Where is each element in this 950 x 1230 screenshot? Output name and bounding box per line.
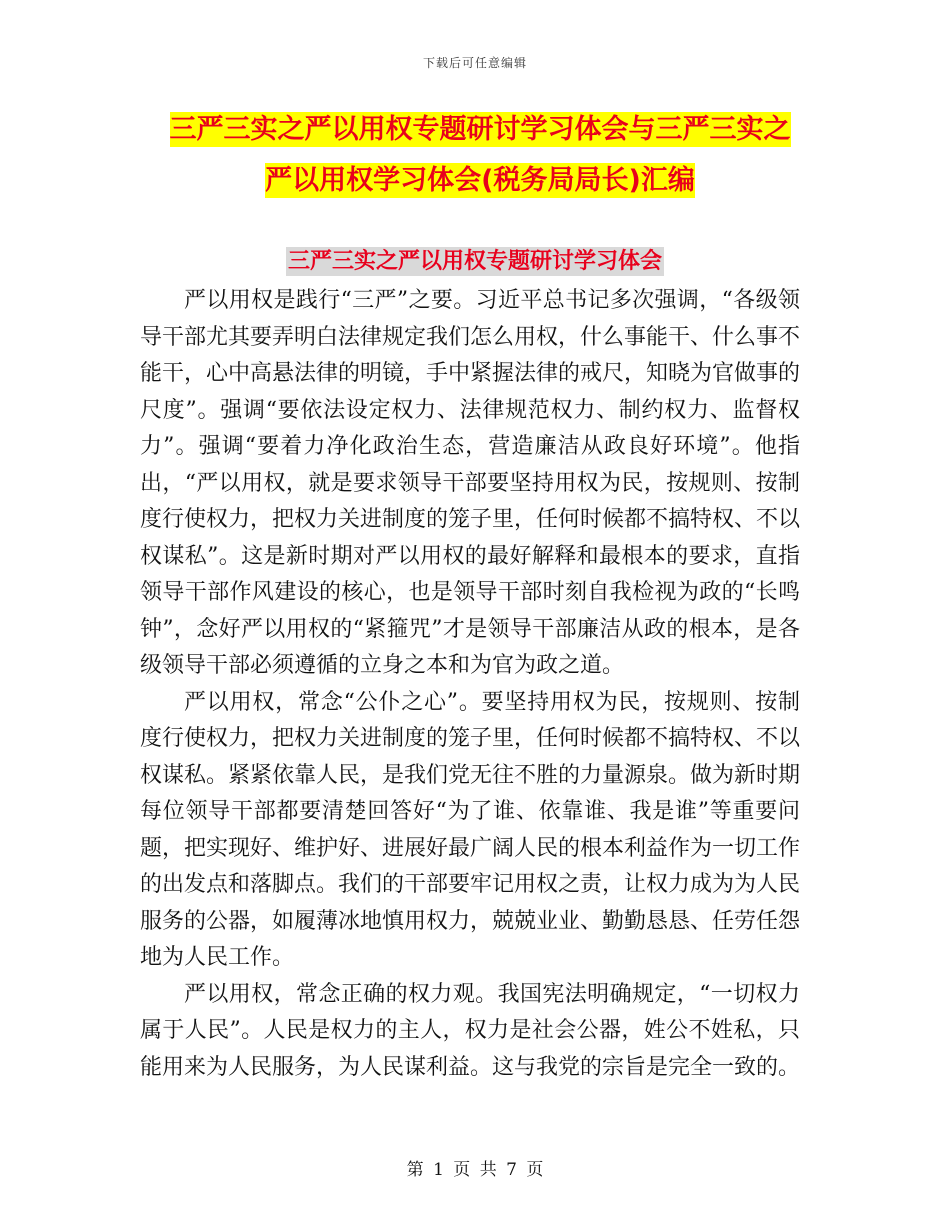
page-header-note: 下载后可任意编辑 (422, 56, 527, 70)
document-title-line-1: 三严三实之严以用权专题研讨学习体会与三严三实之 (169, 114, 791, 145)
document-body (140, 283, 800, 1086)
document-title-line-2: 严以用权学习体会(税务局局长)汇编 (265, 165, 695, 196)
body-paragraph-2: 严以用权，常念“公仆之心”。要坚持用权为民，按规则、按制度行使权力，把权力关进制度的笼子里，任何时候都不搞特权、不以权谋私。紧紧依靠人民，是我们党无往不胜的力量源泉。做为新时期每位领导干部都要清楚回答好“为了谁、依靠谁、我是谁”等重要问题，把实现好、维护好、进展好最广阔人民的根本利益作为一切工作的出发点和落脚点。我们的干部要牢记用权之责，让权力成为为人民服务的公器，如履薄冰地慎用权力，兢兢业业、勤勤恳恳、任劳任怨地为人民工作。 (140, 689, 801, 970)
page-footer: 第 1 页 共 7 页 (406, 1160, 544, 1180)
section-title-text: 三严三实之严以用权专题研讨学习体会 (287, 249, 662, 274)
section-title (0, 244, 950, 280)
body-paragraph-3: 严以用权，常念正确的权力观。我国宪法明确规定，“一切权力属于人民”。人民是权力的主人，权力是社会公器，姓公不姓私，只能用来为人民服务，为人民谋利益。这与我党的宗旨是完全一致的。 (140, 981, 801, 1080)
document-title (140, 104, 820, 206)
body-paragraph-1: 严以用权是践行“三严”之要。习近平总书记多次强调，“各级领导干部尤其要弄明白法律规定我们怎么用权，什么事能干、什么事不能干，心中高悬法律的明镜，手中紧握法律的戒尺，知晓为官做事的尺度”。强调“要依法设定权力、法律规范权力、制约权力、监督权力”。强调“要着力净化政治生态，营造廉洁从政良好环境”。他指出，“严以用权，就是要求领导干部要坚持用权为民，按规则、按制度行使权力，把权力关进制度的笼子里，任何时候都不搞特权、不以权谋私”。这是新时期对严以用权的最好解释和最根本的要求，直指领导干部作风建设的核心，也是领导干部时刻自我检视为政的“长鸣钟”，念好严以用权的“紧箍咒”才是领导干部廉洁从政的根本，是各级领导干部必须遵循的立身之本和为官为政之道。 (140, 288, 801, 678)
